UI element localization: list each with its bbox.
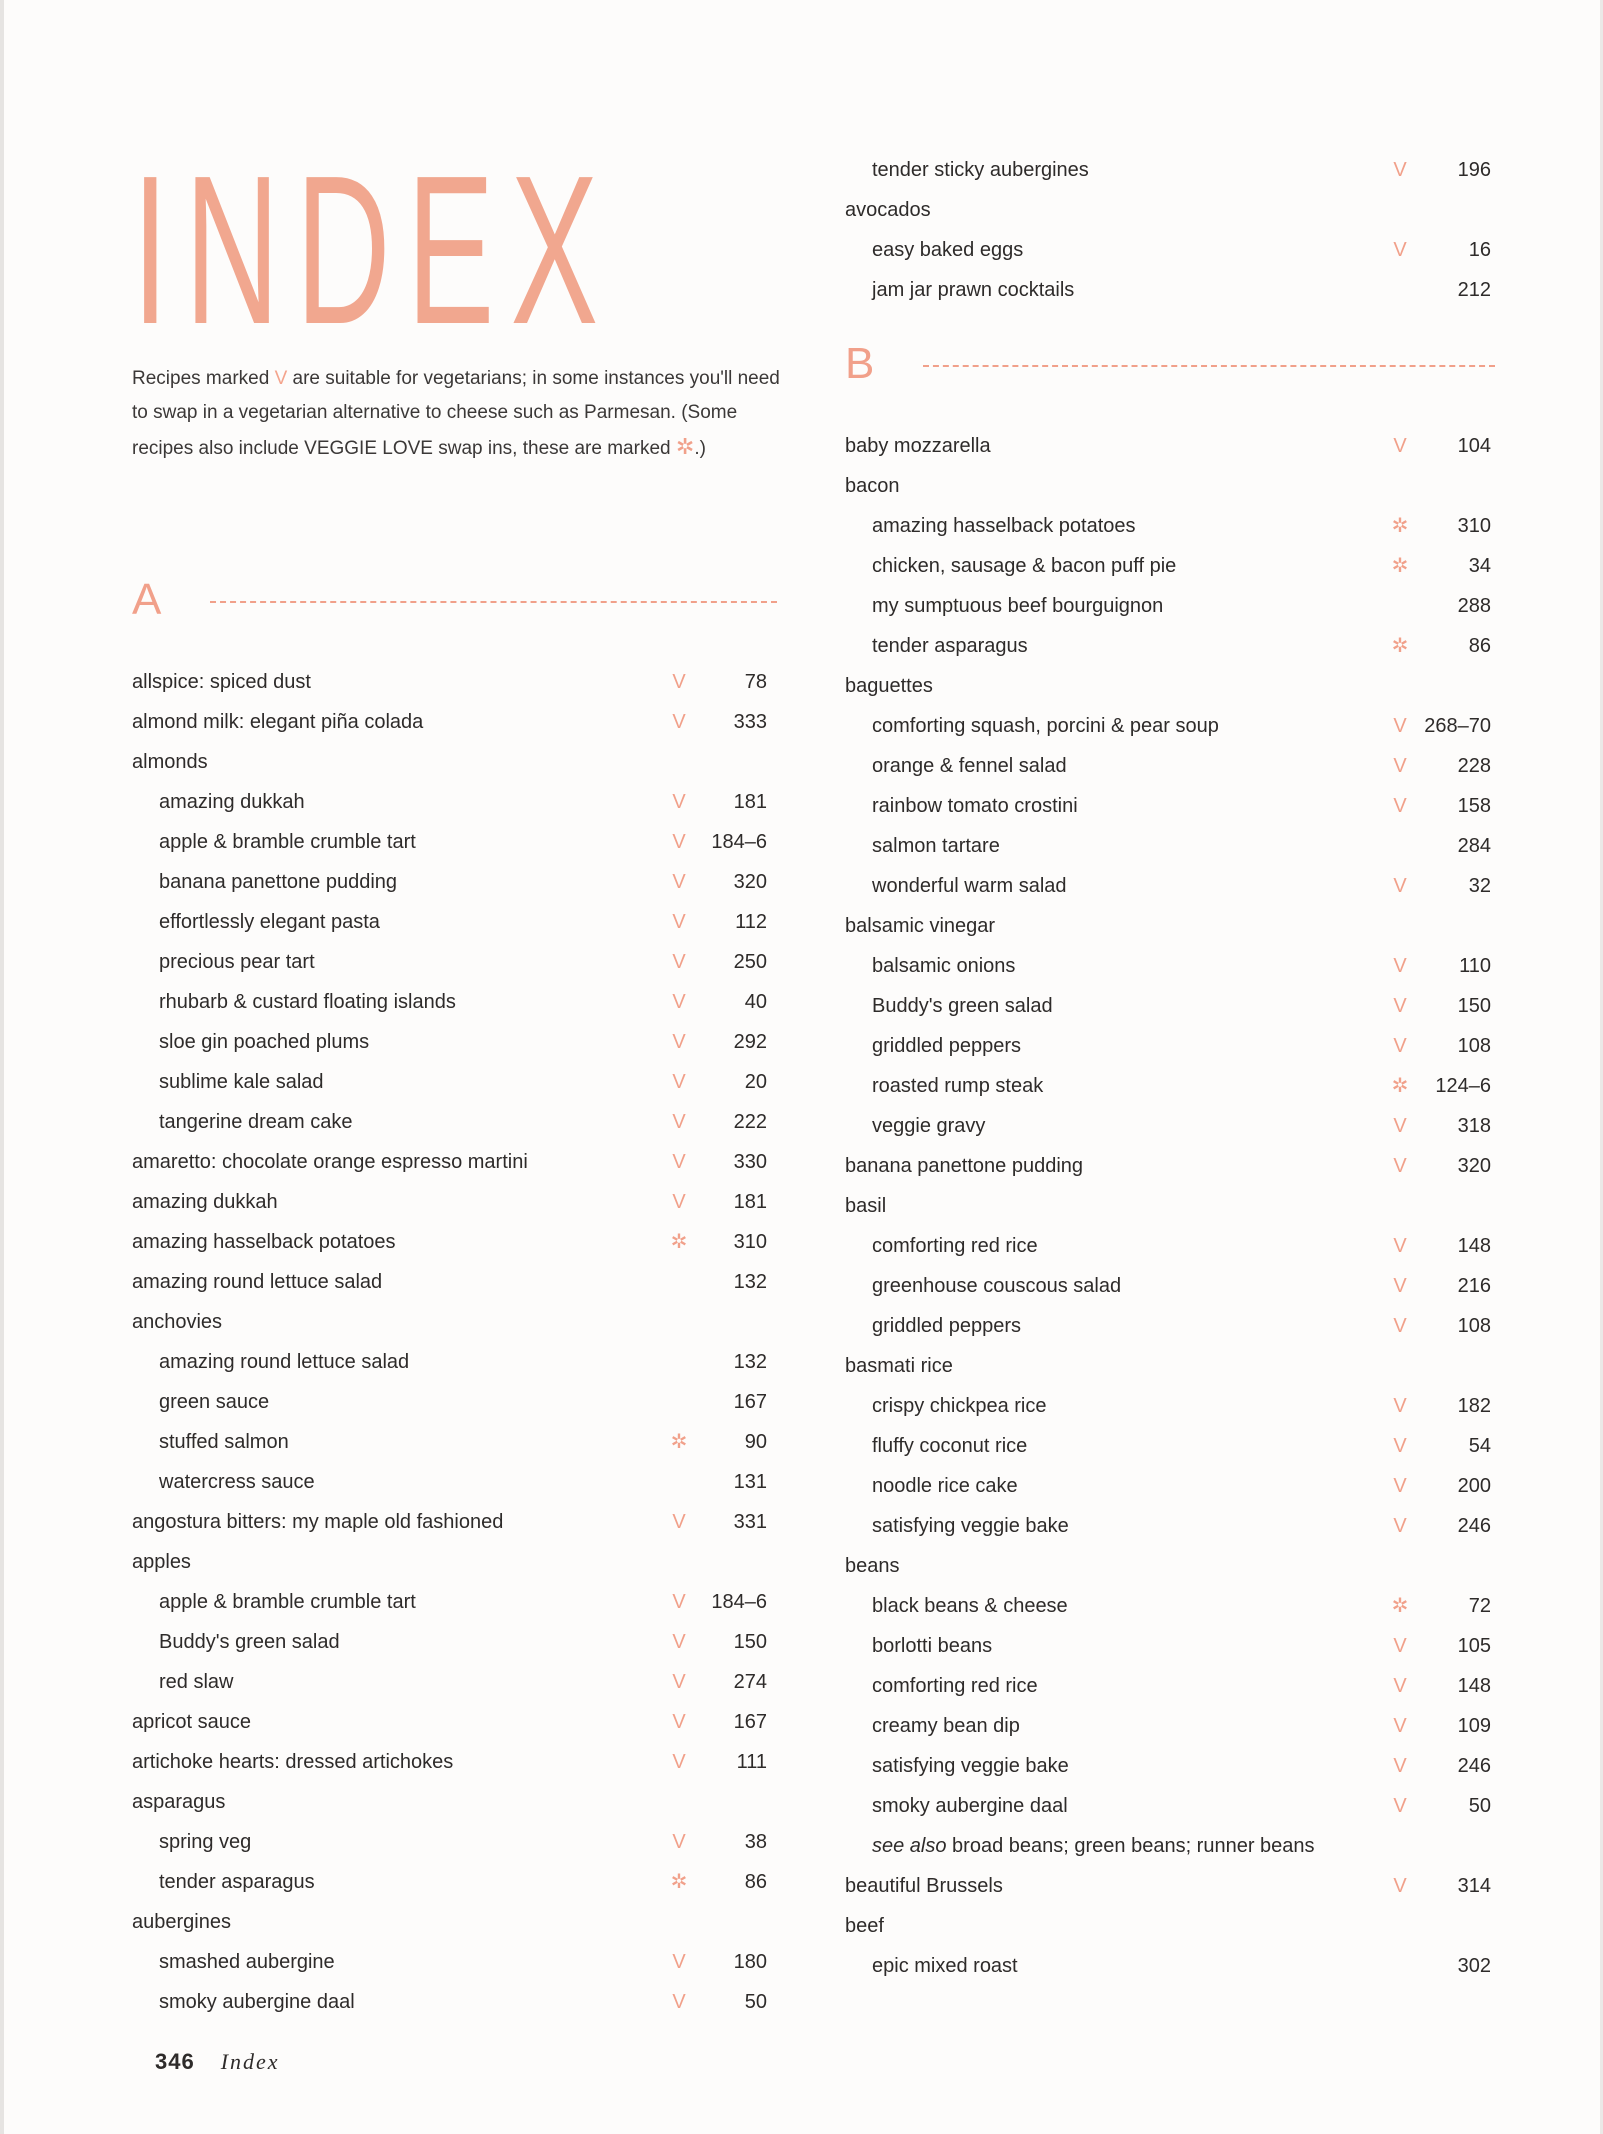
- entry-text: spring veg: [159, 1831, 252, 1853]
- index-subentry: [845, 1746, 1495, 1786]
- entry-text: crispy chickpea rice: [872, 1395, 1047, 1417]
- entry-text: Buddy's green salad: [159, 1631, 340, 1653]
- entry-text: precious pear tart: [159, 951, 315, 973]
- index-entry: [845, 666, 1495, 706]
- page-reference: 314: [1457, 1875, 1491, 1897]
- index-entry: [845, 1866, 1495, 1906]
- entry-text: amazing hasselback potatoes: [132, 1231, 396, 1253]
- page-reference: 86: [1468, 635, 1491, 657]
- index-subentry: [132, 1662, 777, 1702]
- entry-text: amaretto: chocolate orange espresso martini: [132, 1151, 528, 1173]
- see-also-label: see also: [872, 1835, 947, 1857]
- index-entry: [132, 1142, 777, 1182]
- vegetarian-mark: V: [1393, 435, 1407, 457]
- page-reference: 250: [733, 951, 767, 973]
- index-subentry: [132, 1982, 777, 2022]
- vegetarian-mark: V: [1393, 1475, 1407, 1497]
- page-reference: 50: [744, 1991, 767, 2013]
- index-subentry: [132, 1582, 777, 1622]
- vegetarian-mark: V: [672, 671, 686, 693]
- page-reference: 54: [1468, 1435, 1491, 1457]
- section-divider-a: [210, 601, 777, 603]
- index-subentry: [132, 1342, 777, 1382]
- index-subentry: [132, 1822, 777, 1862]
- page-reference: 20: [744, 1071, 767, 1093]
- vegetarian-mark: V: [1393, 995, 1407, 1017]
- entry-text: my sumptuous beef bourguignon: [872, 595, 1164, 617]
- page-reference: 196: [1457, 159, 1491, 181]
- entry-text: rhubarb & custard floating islands: [159, 991, 456, 1013]
- index-subentry: [845, 1666, 1495, 1706]
- page-gutter-shadow: [0, 0, 4, 2134]
- page-reference: 131: [733, 1471, 767, 1493]
- section-letter-a: A: [132, 575, 162, 624]
- page-reference: 16: [1468, 239, 1491, 261]
- index-entry: [845, 1146, 1495, 1186]
- page-reference: 200: [1457, 1475, 1491, 1497]
- entry-text: apple & bramble crumble tart: [159, 1591, 416, 1613]
- page-footer: [155, 2049, 280, 2075]
- page-reference: 105: [1457, 1635, 1491, 1657]
- index-entry: [132, 1502, 777, 1542]
- index-entry: [845, 190, 1495, 230]
- index-list-a: [132, 662, 777, 2022]
- vegetarian-mark: V: [1393, 755, 1407, 777]
- entry-text: tender asparagus: [872, 635, 1028, 657]
- page-reference: 38: [744, 1831, 767, 1853]
- index-subentry: [845, 1426, 1495, 1466]
- vegetarian-mark: V: [1393, 1715, 1407, 1737]
- vegetarian-mark: V: [672, 991, 686, 1013]
- page-reference: 310: [733, 1231, 767, 1253]
- page-reference: 284: [1457, 835, 1491, 857]
- entry-text: asparagus: [132, 1791, 226, 1813]
- vegetarian-mark: V: [672, 1031, 686, 1053]
- index-entry: [845, 1546, 1495, 1586]
- entry-text: apples: [132, 1551, 191, 1573]
- page-number: 346: [155, 2049, 195, 2074]
- entry-text: comforting red rice: [872, 1235, 1038, 1257]
- vegetarian-mark: V: [672, 831, 686, 853]
- index-subentry: [132, 1022, 777, 1062]
- index-subentry: [845, 506, 1495, 546]
- entry-text: smoky aubergine daal: [159, 1991, 355, 2013]
- entry-text: sloe gin poached plums: [159, 1031, 370, 1053]
- page-reference: 184–6: [711, 831, 767, 853]
- page-reference: 78: [744, 671, 767, 693]
- entry-text: beautiful Brussels: [845, 1875, 1003, 1897]
- page-reference: 34: [1468, 555, 1491, 577]
- index-subentry: [845, 546, 1495, 586]
- entry-text: watercress sauce: [159, 1471, 315, 1493]
- vegetarian-mark: V: [274, 368, 288, 389]
- entry-text: anchovies: [132, 1311, 223, 1333]
- vegetarian-mark: V: [1393, 715, 1407, 737]
- page-reference: 274: [733, 1671, 767, 1693]
- vegetarian-mark: V: [1393, 1235, 1407, 1257]
- index-subentry: [845, 150, 1495, 190]
- entry-text: easy baked eggs: [872, 239, 1024, 261]
- vegetarian-mark: V: [1393, 1155, 1407, 1177]
- vegetarian-mark: V: [672, 1671, 686, 1693]
- page-reference: 148: [1457, 1235, 1491, 1257]
- page-reference: 111: [736, 1751, 767, 1773]
- intro-part-1: Recipes marked: [132, 368, 275, 389]
- page-reference: 268–70: [1424, 715, 1491, 737]
- vegetarian-mark: V: [672, 1831, 686, 1853]
- page-reference: 320: [733, 871, 767, 893]
- entry-text: rainbow tomato crostini: [872, 795, 1078, 817]
- page-reference: 228: [1457, 755, 1491, 777]
- vegetarian-mark: V: [1393, 1275, 1407, 1297]
- entry-text: chicken, sausage & bacon puff pie: [872, 555, 1177, 577]
- entry-text: baby mozzarella: [845, 435, 991, 457]
- index-subentry: [132, 1862, 777, 1902]
- index-subentry: [845, 586, 1495, 626]
- index-list-b: [845, 426, 1495, 1986]
- entry-text: effortlessly elegant pasta: [159, 911, 380, 933]
- vegetarian-mark: V: [672, 911, 686, 933]
- index-subentry: [132, 982, 777, 1022]
- index-subentry: [845, 706, 1495, 746]
- index-entry: [845, 1346, 1495, 1386]
- veggie-love-star-icon: ✲: [670, 1871, 688, 1893]
- page-reference: 112: [735, 911, 767, 933]
- page-reference: 246: [1457, 1755, 1491, 1777]
- index-subentry: [845, 1586, 1495, 1626]
- entry-text: roasted rump steak: [872, 1075, 1044, 1097]
- vegetarian-mark: V: [672, 1991, 686, 2013]
- page-reference: 180: [733, 1951, 767, 1973]
- vegetarian-mark: V: [672, 1711, 686, 1733]
- entry-text: borlotti beans: [872, 1635, 993, 1657]
- index-subentry: [132, 862, 777, 902]
- vegetarian-mark: V: [672, 1191, 686, 1213]
- entry-text: tender sticky aubergines: [872, 159, 1089, 181]
- index-subentry: [132, 942, 777, 982]
- index-subentry: [132, 1462, 777, 1502]
- vegetarian-mark: V: [1393, 1755, 1407, 1777]
- index-subentry: [845, 986, 1495, 1026]
- entry-text: griddled peppers: [872, 1315, 1021, 1337]
- entry-text: apple & bramble crumble tart: [159, 831, 416, 853]
- page-reference: 310: [1457, 515, 1491, 537]
- page-reference: 150: [733, 1631, 767, 1653]
- entry-text: banana panettone pudding: [159, 871, 398, 893]
- page-reference: 167: [733, 1391, 767, 1413]
- index-subentry: [845, 1626, 1495, 1666]
- index-subentry: [845, 866, 1495, 906]
- vegetarian-mark: V: [672, 791, 686, 813]
- vegetarian-mark: V: [1393, 1675, 1407, 1697]
- page-reference: 331: [733, 1511, 767, 1533]
- index-list-a-continued: [845, 150, 1495, 310]
- page-reference: 181: [733, 791, 767, 813]
- intro-part-3: .): [694, 438, 706, 459]
- index-subentry: [132, 1942, 777, 1982]
- page-reference: 132: [733, 1351, 767, 1373]
- veggie-love-star-icon: ✲: [670, 1231, 688, 1253]
- page-reference: 212: [1457, 279, 1491, 301]
- page-reference: 108: [1457, 1315, 1491, 1337]
- index-subentry: [845, 1306, 1495, 1346]
- page-reference: 302: [1457, 1955, 1491, 1977]
- vegetarian-mark: V: [672, 1111, 686, 1133]
- entry-text: Buddy's green salad: [872, 995, 1053, 1017]
- vegetarian-mark: V: [672, 1951, 686, 1973]
- index-subentry: [132, 1382, 777, 1422]
- page-reference: 104: [1457, 435, 1491, 457]
- entry-text: basmati rice: [845, 1355, 953, 1377]
- index-subentry: [845, 1786, 1495, 1826]
- index-subentry: [132, 1102, 777, 1142]
- veggie-love-star-icon: ✲: [1391, 555, 1409, 577]
- vegetarian-mark: V: [672, 711, 686, 733]
- entry-text: griddled peppers: [872, 1035, 1021, 1057]
- entry-text: green sauce: [159, 1391, 270, 1413]
- index-subentry: [132, 822, 777, 862]
- entry-text: angostura bitters: my maple old fashioned: [132, 1511, 504, 1533]
- index-entry: [132, 742, 777, 782]
- index-entry: [132, 1182, 777, 1222]
- vegetarian-mark: V: [1393, 1435, 1407, 1457]
- index-entry: [132, 1262, 777, 1302]
- entry-text: amazing round lettuce salad: [132, 1271, 383, 1293]
- entry-text: balsamic vinegar: [845, 915, 996, 937]
- vegetarian-mark: V: [1393, 239, 1407, 261]
- page-reference: 72: [1468, 1595, 1491, 1617]
- index-subentry: [845, 1226, 1495, 1266]
- entry-text: satisfying veggie bake: [872, 1755, 1069, 1777]
- index-subentry: [845, 1026, 1495, 1066]
- page-reference: 158: [1457, 795, 1491, 817]
- entry-text: red slaw: [159, 1671, 234, 1693]
- vegetarian-mark: V: [672, 871, 686, 893]
- veggie-love-star-icon: ✲: [1391, 1595, 1409, 1617]
- index-subentry: [132, 902, 777, 942]
- entry-text: almond milk: elegant piña colada: [132, 711, 424, 733]
- vegetarian-mark: V: [672, 951, 686, 973]
- vegetarian-mark: V: [1393, 1035, 1407, 1057]
- page-reference: 320: [1457, 1155, 1491, 1177]
- page-reference: 184–6: [711, 1591, 767, 1613]
- page-reference: 148: [1457, 1675, 1491, 1697]
- page-reference: 288: [1457, 595, 1491, 617]
- veggie-love-star-icon: ✲: [670, 1431, 688, 1453]
- vegetarian-mark: V: [1393, 159, 1407, 181]
- page-reference: 333: [733, 711, 767, 733]
- index-subentry: [845, 1266, 1495, 1306]
- entry-text: amazing round lettuce salad: [159, 1351, 410, 1373]
- vegetarian-mark: V: [1393, 1315, 1407, 1337]
- index-entry: [132, 1302, 777, 1342]
- page-reference: 109: [1457, 1715, 1491, 1737]
- entry-text: wonderful warm salad: [872, 875, 1067, 897]
- index-subentry: [845, 1386, 1495, 1426]
- vegetarian-mark: V: [672, 1631, 686, 1653]
- index-subentry: [132, 1622, 777, 1662]
- veggie-love-star-icon: ✲: [675, 434, 695, 459]
- page-reference: 32: [1468, 875, 1491, 897]
- entry-text: [872, 1826, 1315, 1866]
- entry-text: apricot sauce: [132, 1711, 251, 1733]
- index-subentry: [132, 782, 777, 822]
- index-subentry: [845, 1706, 1495, 1746]
- veggie-love-star-icon: ✲: [1391, 635, 1409, 657]
- entry-text: comforting red rice: [872, 1675, 1038, 1697]
- entry-text: salmon tartare: [872, 835, 1000, 857]
- index-subentry: [845, 1946, 1495, 1986]
- entry-text: stuffed salmon: [159, 1431, 289, 1453]
- entry-text: beans: [845, 1555, 900, 1577]
- page-reference: 110: [1459, 955, 1491, 977]
- entry-text: beef: [845, 1915, 884, 1937]
- footer-label: Index: [220, 2049, 280, 2074]
- page-reference: 108: [1457, 1035, 1491, 1057]
- vegetarian-mark: V: [1393, 1795, 1407, 1817]
- entry-text: allspice: spiced dust: [132, 671, 311, 693]
- entry-text: epic mixed roast: [872, 1955, 1018, 1977]
- page-reference: 150: [1457, 995, 1491, 1017]
- entry-text: avocados: [845, 199, 931, 221]
- vegetarian-mark: V: [1393, 1115, 1407, 1137]
- see-also-targets: broad beans; green beans; runner beans: [946, 1835, 1315, 1857]
- page-reference: 246: [1457, 1515, 1491, 1537]
- vegetarian-mark: V: [1393, 875, 1407, 897]
- veggie-love-star-icon: ✲: [1391, 515, 1409, 537]
- vegetarian-mark: V: [672, 1151, 686, 1173]
- index-entry: [132, 662, 777, 702]
- page-reference: 167: [733, 1711, 767, 1733]
- entry-text: amazing dukkah: [132, 1191, 278, 1213]
- vegetarian-mark: V: [672, 1071, 686, 1093]
- index-entry: [132, 1782, 777, 1822]
- index-entry: [132, 702, 777, 742]
- index-entry: [845, 906, 1495, 946]
- vegetarian-mark: V: [1393, 1635, 1407, 1657]
- index-entry: [132, 1222, 777, 1262]
- index-entry: [132, 1702, 777, 1742]
- entry-text: jam jar prawn cocktails: [872, 279, 1075, 301]
- intro-text: [132, 362, 792, 466]
- vegetarian-mark: V: [1393, 795, 1407, 817]
- page-reference: 318: [1457, 1115, 1491, 1137]
- vegetarian-mark: V: [1393, 1875, 1407, 1897]
- index-entry: [845, 1906, 1495, 1946]
- index-entry: [845, 426, 1495, 466]
- index-entry: [132, 1902, 777, 1942]
- index-subentry: [845, 1066, 1495, 1106]
- index-subentry: [132, 1062, 777, 1102]
- page-reference: 182: [1457, 1395, 1491, 1417]
- entry-text: orange & fennel salad: [872, 755, 1067, 777]
- vegetarian-mark: V: [1393, 1515, 1407, 1537]
- entry-text: basil: [845, 1195, 887, 1217]
- section-header-b: [845, 324, 1495, 404]
- index-entry: [132, 1542, 777, 1582]
- page-reference: 50: [1468, 1795, 1491, 1817]
- entry-text: smoky aubergine daal: [872, 1795, 1068, 1817]
- entry-text: artichoke hearts: dressed artichokes: [132, 1751, 454, 1773]
- index-subentry: [845, 1106, 1495, 1146]
- index-subentry: [845, 1466, 1495, 1506]
- entry-text: satisfying veggie bake: [872, 1515, 1069, 1537]
- entry-text: banana panettone pudding: [845, 1155, 1084, 1177]
- index-column-right: [845, 150, 1495, 1986]
- index-subentry: [132, 1422, 777, 1462]
- index-subentry: [845, 946, 1495, 986]
- page-reference: 222: [733, 1111, 767, 1133]
- entry-text: fluffy coconut rice: [872, 1435, 1028, 1457]
- index-entry: [132, 1742, 777, 1782]
- entry-text: veggie gravy: [872, 1115, 986, 1137]
- entry-text: smashed aubergine: [159, 1951, 335, 1973]
- index-subentry: [845, 746, 1495, 786]
- entry-text: sublime kale salad: [159, 1071, 324, 1093]
- entry-text: noodle rice cake: [872, 1475, 1018, 1497]
- index-column-left: [132, 560, 777, 2022]
- page-reference: 330: [733, 1151, 767, 1173]
- index-subentry: [845, 230, 1495, 270]
- vegetarian-mark: V: [672, 1591, 686, 1613]
- entry-text: almonds: [132, 751, 208, 773]
- index-subentry: [845, 626, 1495, 666]
- index-subentry: [845, 1506, 1495, 1546]
- entry-text: aubergines: [132, 1911, 231, 1933]
- entry-text: creamy bean dip: [872, 1715, 1020, 1737]
- entry-text: tangerine dream cake: [159, 1111, 353, 1133]
- index-subentry: [845, 786, 1495, 826]
- entry-text: comforting squash, porcini & pear soup: [872, 715, 1219, 737]
- vegetarian-mark: V: [672, 1511, 686, 1533]
- entry-text: bacon: [845, 475, 900, 497]
- intro-part-2: are suitable for vegetarians; in some instances you'll need to swap in a vegetarian alternative to cheese such as Parmesan. (Some recipes also include VEGGIE LOVE swap ins, these are marked: [132, 368, 780, 459]
- vegetarian-mark: V: [1393, 955, 1407, 977]
- page-reference: 292: [733, 1031, 767, 1053]
- vegetarian-mark: V: [672, 1751, 686, 1773]
- section-divider-b: [923, 365, 1495, 367]
- page-reference: 40: [744, 991, 767, 1013]
- page-title: INDEX: [132, 131, 615, 368]
- entry-text: black beans & cheese: [872, 1595, 1068, 1617]
- index-entry: [845, 466, 1495, 506]
- index-subentry: [845, 270, 1495, 310]
- page-reference: 86: [744, 1871, 767, 1893]
- entry-text: tender asparagus: [159, 1871, 315, 1893]
- entry-text: greenhouse couscous salad: [872, 1275, 1122, 1297]
- page-reference: 181: [733, 1191, 767, 1213]
- section-letter-b: B: [845, 339, 875, 388]
- index-subentry: [845, 826, 1495, 866]
- entry-text: amazing dukkah: [159, 791, 305, 813]
- entry-text: baguettes: [845, 675, 933, 697]
- entry-text: amazing hasselback potatoes: [872, 515, 1136, 537]
- page-reference: 216: [1457, 1275, 1491, 1297]
- page-reference: 132: [733, 1271, 767, 1293]
- entry-text: balsamic onions: [872, 955, 1016, 977]
- vegetarian-mark: V: [1393, 1395, 1407, 1417]
- veggie-love-star-icon: ✲: [1391, 1075, 1409, 1097]
- section-header-a: [132, 560, 777, 640]
- page-reference: 124–6: [1435, 1075, 1491, 1097]
- index-entry: [845, 1186, 1495, 1226]
- page-reference: 90: [744, 1431, 767, 1453]
- index-subentry: [845, 1826, 1495, 1866]
